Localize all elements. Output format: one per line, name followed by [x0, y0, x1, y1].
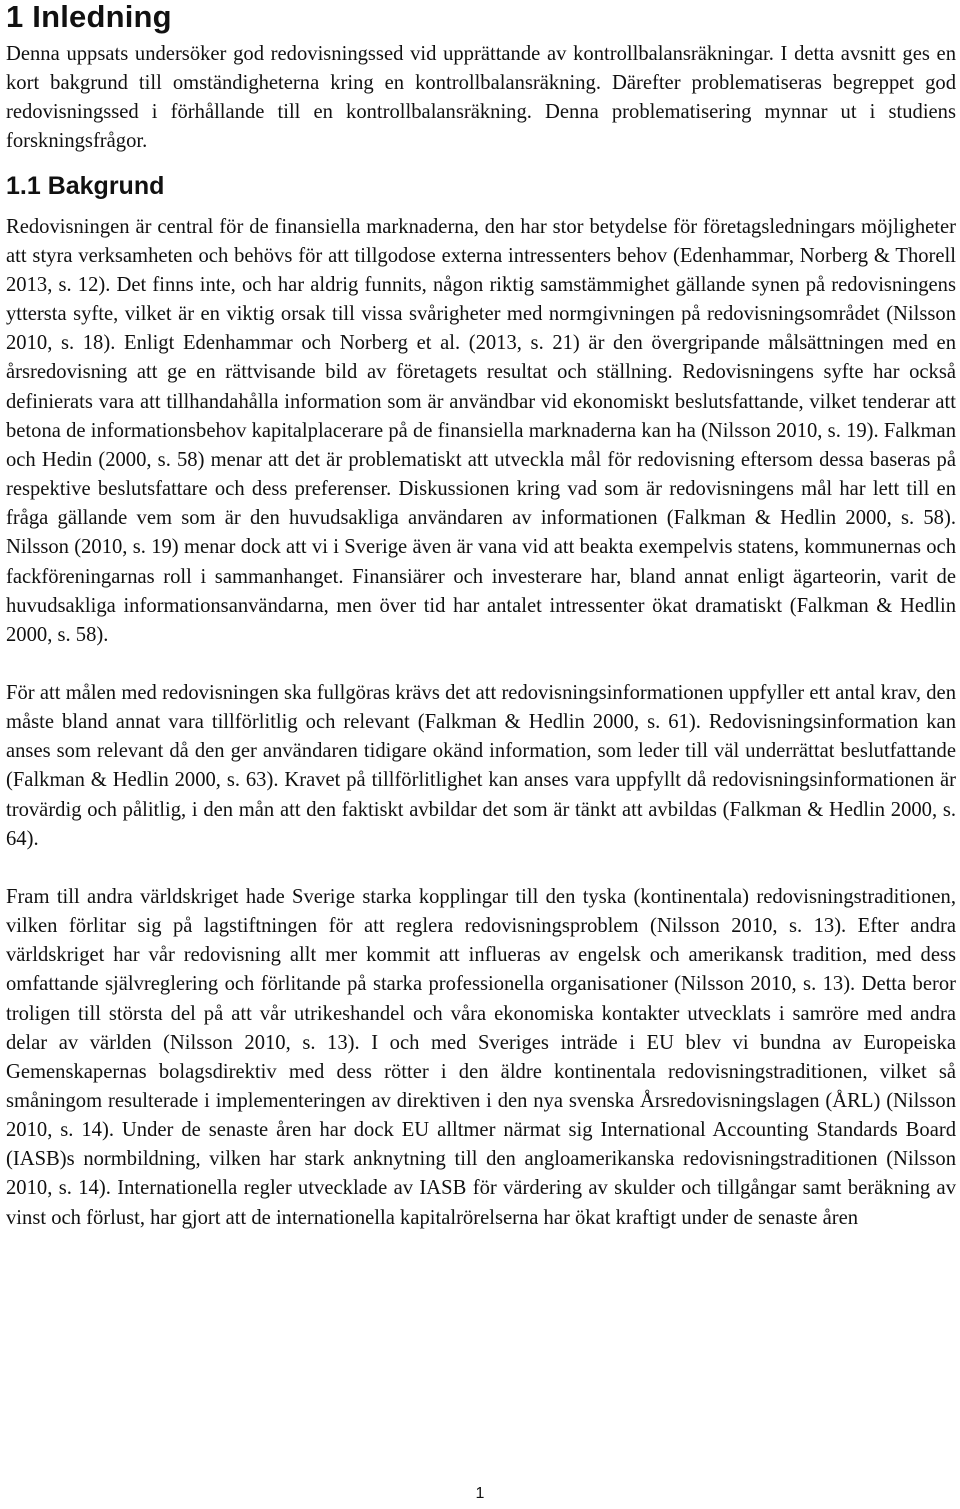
body-paragraph: Redovisningen är central för de finansiella marknaderna, den har stor betydelse för företagsledningars möjligheter att styra verksamheten och behövs för att tillgodose externa intressenters behov (Edenhammar, Norberg & Thorell 2013, s. 12). Det finns inte, och har aldrig funnits, någon riktig samstämmighet gällande synen på redovisningens yttersta syfte, vilket är en viktig orsak till vissa svårigheter med normgivningen på redovisningsområdet (Nilsson 2010, s. 18). Enligt Edenhammar och Norberg et al. (2013, s. 21) är den övergripande målsättningen med en årsredovisning att ge en rättvisande bild av företagets resultat och ställning. Redovisningens syfte har också definierats vara att tillhandahålla information som är användbar vid ekonomiskt beslutsfattande, vilket tenderar att betona de informationsbehov kapitalplacerare på de finansiella marknaderna kan ha (Nilsson 2010, s. 19). Falkman och Hedin (2000, s. 58) menar att det är problematiskt att utveckla mål för redovisning eftersom dessa baseras på respektive beslutsfattare och dess preferenser. Diskussionen kring vad som är redovisningens mål har lett till en fråga gällande vem som är den huvudsakliga användaren av informationen (Falkman & Hedlin 2000, s. 58). Nilsson (2010, s. 19) menar dock att vi i Sverige även är vana vid att beakta exempelvis statens, kommunernas och fackföreningarnas roll i sammanhanget. Finansiärer och investerare har, bland annat enligt ägarteorin, varit de huvudsakliga informationsanvändarna, men över tid har antalet intressenter ökat dramatiskt (Falkman & Hedlin 2000, s. 58).: [6, 215, 956, 646]
page-number: 1: [475, 1485, 485, 1502]
chapter-heading: 1 Inledning: [6, 0, 172, 34]
body-paragraph: Fram till andra världskriget hade Sverige starka kopplingar till den tyska (kontinentala) redovisningstraditionen, vilken förlitar sig på lagstiftningen för att reglera redovisningsproblem (Nilsson 2010, s. 13). Efter andra världskriget har vår redovisning allt mer kommit att influeras av engelsk och amerikansk tradition, med dess omfattande självreglering och förlitande på starka professionella organisationer (Nilsson 2010, s. 13). Detta beror troligen till största del på att vår utrikeshandel och våra ekonomiska kontakter utvecklats i samröre med andra delar av världen (Nilsson 2010, s. 13). I och med Sveriges inträde i EU blev vi bundna av Europeiska Gemenskapernas bolagsdirektiv med dess rötter i den äldre kontinentala redovisningstraditionen, vilket så småningom resulterade i implementeringen av direktiven i den nya svenska Årsredovisningslagen (ÅRL) (Nilsson 2010, s. 14). Under de senaste åren har dock EU alltmer närmat sig International Accounting Standards Board (IASB)s normbildning, vilken har stark anknytning till den angloamerikanska redovisningstraditionen (Nilsson 2010, s. 14). Internationella regler utvecklade av IASB för värdering av skulder och tillgångar samt beräkning av vinst och förlust, har gjort att de internationella kapitalrörelserna har ökat kraftigt under de senaste åren: [6, 885, 956, 1229]
section-heading: 1.1 Bakgrund: [6, 171, 165, 200]
body-paragraph: För att målen med redovisningen ska fullgöras krävs det att redovisningsinformationen uppfyller ett antal krav, den måste bland annat vara tillförlitlig och relevant (Falkman & Hedlin 2000, s. 61). Redovisningsinformation kan anses som relevant då den ger användaren tidigare okänd information, som leder till väl underrättat beslutfattande (Falkman & Hedlin 2000, s. 63). Kravet på tillförlitlighet kan anses vara uppfyllt då redovisningsinformationen är trovärdig och pålitlig, i den mån att den faktiskt avbildar det som är tänkt att avbildas (Falkman & Hedlin 2000, s. 64).: [6, 681, 956, 850]
document-page: [6, 0, 956, 1233]
intro-paragraph: Denna uppsats undersöker god redovisningssed vid upprättande av kontrollbalansräkningar. I detta avsnitt ges en kort bakgrund till omständigheterna kring en kontrollbalansräkning. Därefter problematiseras begreppet god redovisningssed i förhållande till en kontrollbalansräkning. Denna problematisering mynnar ut i studiens forskningsfrågor.: [6, 43, 956, 153]
